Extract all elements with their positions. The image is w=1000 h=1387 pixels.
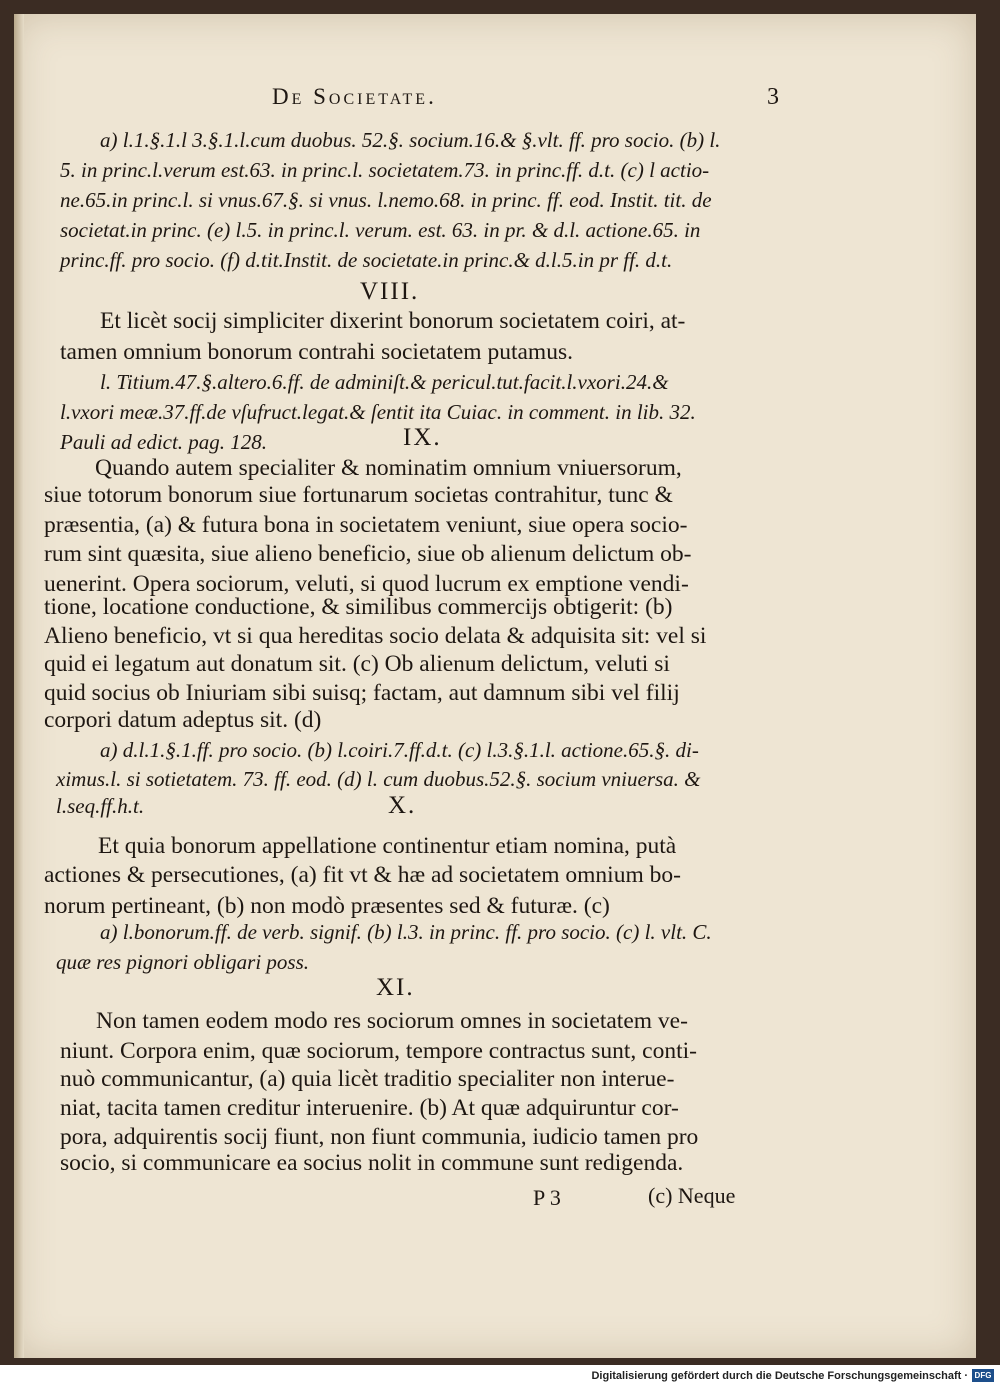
page-number: 3 — [767, 84, 779, 110]
footnote-line: societat.in princ. (e) l.5. in princ.l. verum. est. 63. in pr. & d.l. actione.65. in — [60, 218, 701, 242]
body-line: niat, tacita tamen creditur interuenire. (b) At quæ adquiruntur cor- — [60, 1095, 679, 1121]
body-line: pora, adquirentis socij fiunt, non fiunt communia, iudicio tamen pro — [60, 1124, 699, 1150]
digitization-footer — [0, 1365, 1000, 1387]
body-line: Quando autem specialiter & nominatim omnium vniuersorum, — [95, 455, 682, 481]
body-line: Et quia bonorum appellatione continentur etiam nomina, putà — [98, 833, 677, 859]
footnote-line: ne.65.in princ.l. si vnus.67.§. si vnus. l.nemo.68. in princ. ff. eod. Instit. tit. de — [60, 188, 712, 212]
body-line: nuò communicantur, (a) quia licèt traditio specialiter non interue- — [60, 1066, 675, 1092]
body-line: uenerint. Opera sociorum, veluti, si quod lucrum ex emptione vendi- — [44, 571, 689, 597]
section-number: X. — [388, 792, 417, 819]
footer-credit: Digitalisierung gefördert durch die Deutsche Forschungsgemeinschaft · — [591, 1370, 968, 1382]
page-gutter-shadow — [14, 14, 24, 1358]
dfg-logo: DFG — [972, 1369, 994, 1382]
body-line: rum sint quæsita, siue alieno beneficio, siue ob alienum delictum ob- — [44, 541, 692, 567]
body-line: Et licèt socij simpliciter dixerint bonorum societatem coiri, at- — [100, 308, 686, 334]
running-head: De Societate. — [272, 84, 437, 109]
body-line: norum pertineant, (b) non modò præsentes sed & futuræ. (c) — [44, 893, 610, 919]
body-line: quid ei legatum aut donatum sit. (c) Ob alienum delictum, veluti si — [44, 651, 670, 677]
body-line: Non tamen eodem modo res sociorum omnes in societatem ve- — [96, 1008, 688, 1034]
section-number: IX. — [403, 424, 442, 451]
section-number: XI. — [376, 974, 415, 1001]
footnote-line: ximus.l. si sotietatem. 73. ff. eod. (d) l. cum duobus.52.§. socium vniuersa. & — [56, 767, 701, 791]
body-line: quid socius ob Iniuriam sibi suisq; factam, aut damnum sibi vel filij — [44, 680, 680, 706]
signature-mark: P 3 — [533, 1185, 561, 1210]
body-line: tamen omnium bonorum contrahi societatem putamus. — [60, 339, 573, 365]
section-number: VIII. — [360, 278, 420, 305]
footnote-line: princ.ff. pro socio. (f) d.tit.Instit. de societate.in princ.& d.l.5.in pr ff. d.t. — [60, 248, 673, 272]
body-line: Alieno beneficio, vt si qua hereditas socio delata & adquisita sit: vel si — [44, 623, 707, 649]
citation-line: Pauli ad edict. pag. 128. — [60, 430, 268, 454]
body-line: corpori datum adeptus sit. (d) — [44, 707, 322, 733]
body-line: tione, locatione conductione, & similibus commercijs obtigerit: (b) — [44, 594, 673, 620]
citation-line: l.vxori meæ.37.ff.de vſufruct.legat.& ſentit ita Cuiac. in comment. in lib. 32. — [60, 400, 696, 424]
body-line: actiones & persecutiones, (a) fit vt & hæ ad societatem omnium bo- — [44, 862, 681, 888]
footnote-line: quæ res pignori obligari poss. — [56, 950, 310, 974]
footnote-line: l.seq.ff.h.t. — [56, 794, 145, 818]
footnote-line: a) l.bonorum.ff. de verb. signif. (b) l.3. in princ. ff. pro socio. (c) l. vlt. C. — [100, 920, 712, 944]
footnote-line: a) d.l.1.§.1.ff. pro socio. (b) l.coiri.7.ff.d.t. (c) l.3.§.1.l. actione.65.§. di- — [100, 738, 699, 762]
footnote-line: 5. in princ.l.verum est.63. in princ.l. societatem.73. in princ.ff. d.t. (c) l actio- — [60, 158, 710, 182]
body-line: siue totorum bonorum siue fortunarum societas contrahitur, tunc & — [44, 482, 673, 508]
body-line: præsentia, (a) & futura bona in societatem veniunt, siue opera socio- — [44, 512, 688, 538]
footnote-line: a) l.1.§.1.l 3.§.1.l.cum duobus. 52.§. socium.16.& §.vlt. ff. pro socio. (b) l. — [100, 128, 721, 152]
catchword: (c) Neque — [648, 1183, 736, 1208]
citation-line: l. Titium.47.§.altero.6.ff. de adminiſt.& pericul.tut.facit.l.vxori.24.& — [100, 370, 669, 394]
body-line: niunt. Corpora enim, quæ sociorum, tempore contractus sunt, conti- — [60, 1038, 697, 1064]
body-line: socio, si communicare ea socius nolit in commune sunt redigenda. — [60, 1150, 684, 1176]
